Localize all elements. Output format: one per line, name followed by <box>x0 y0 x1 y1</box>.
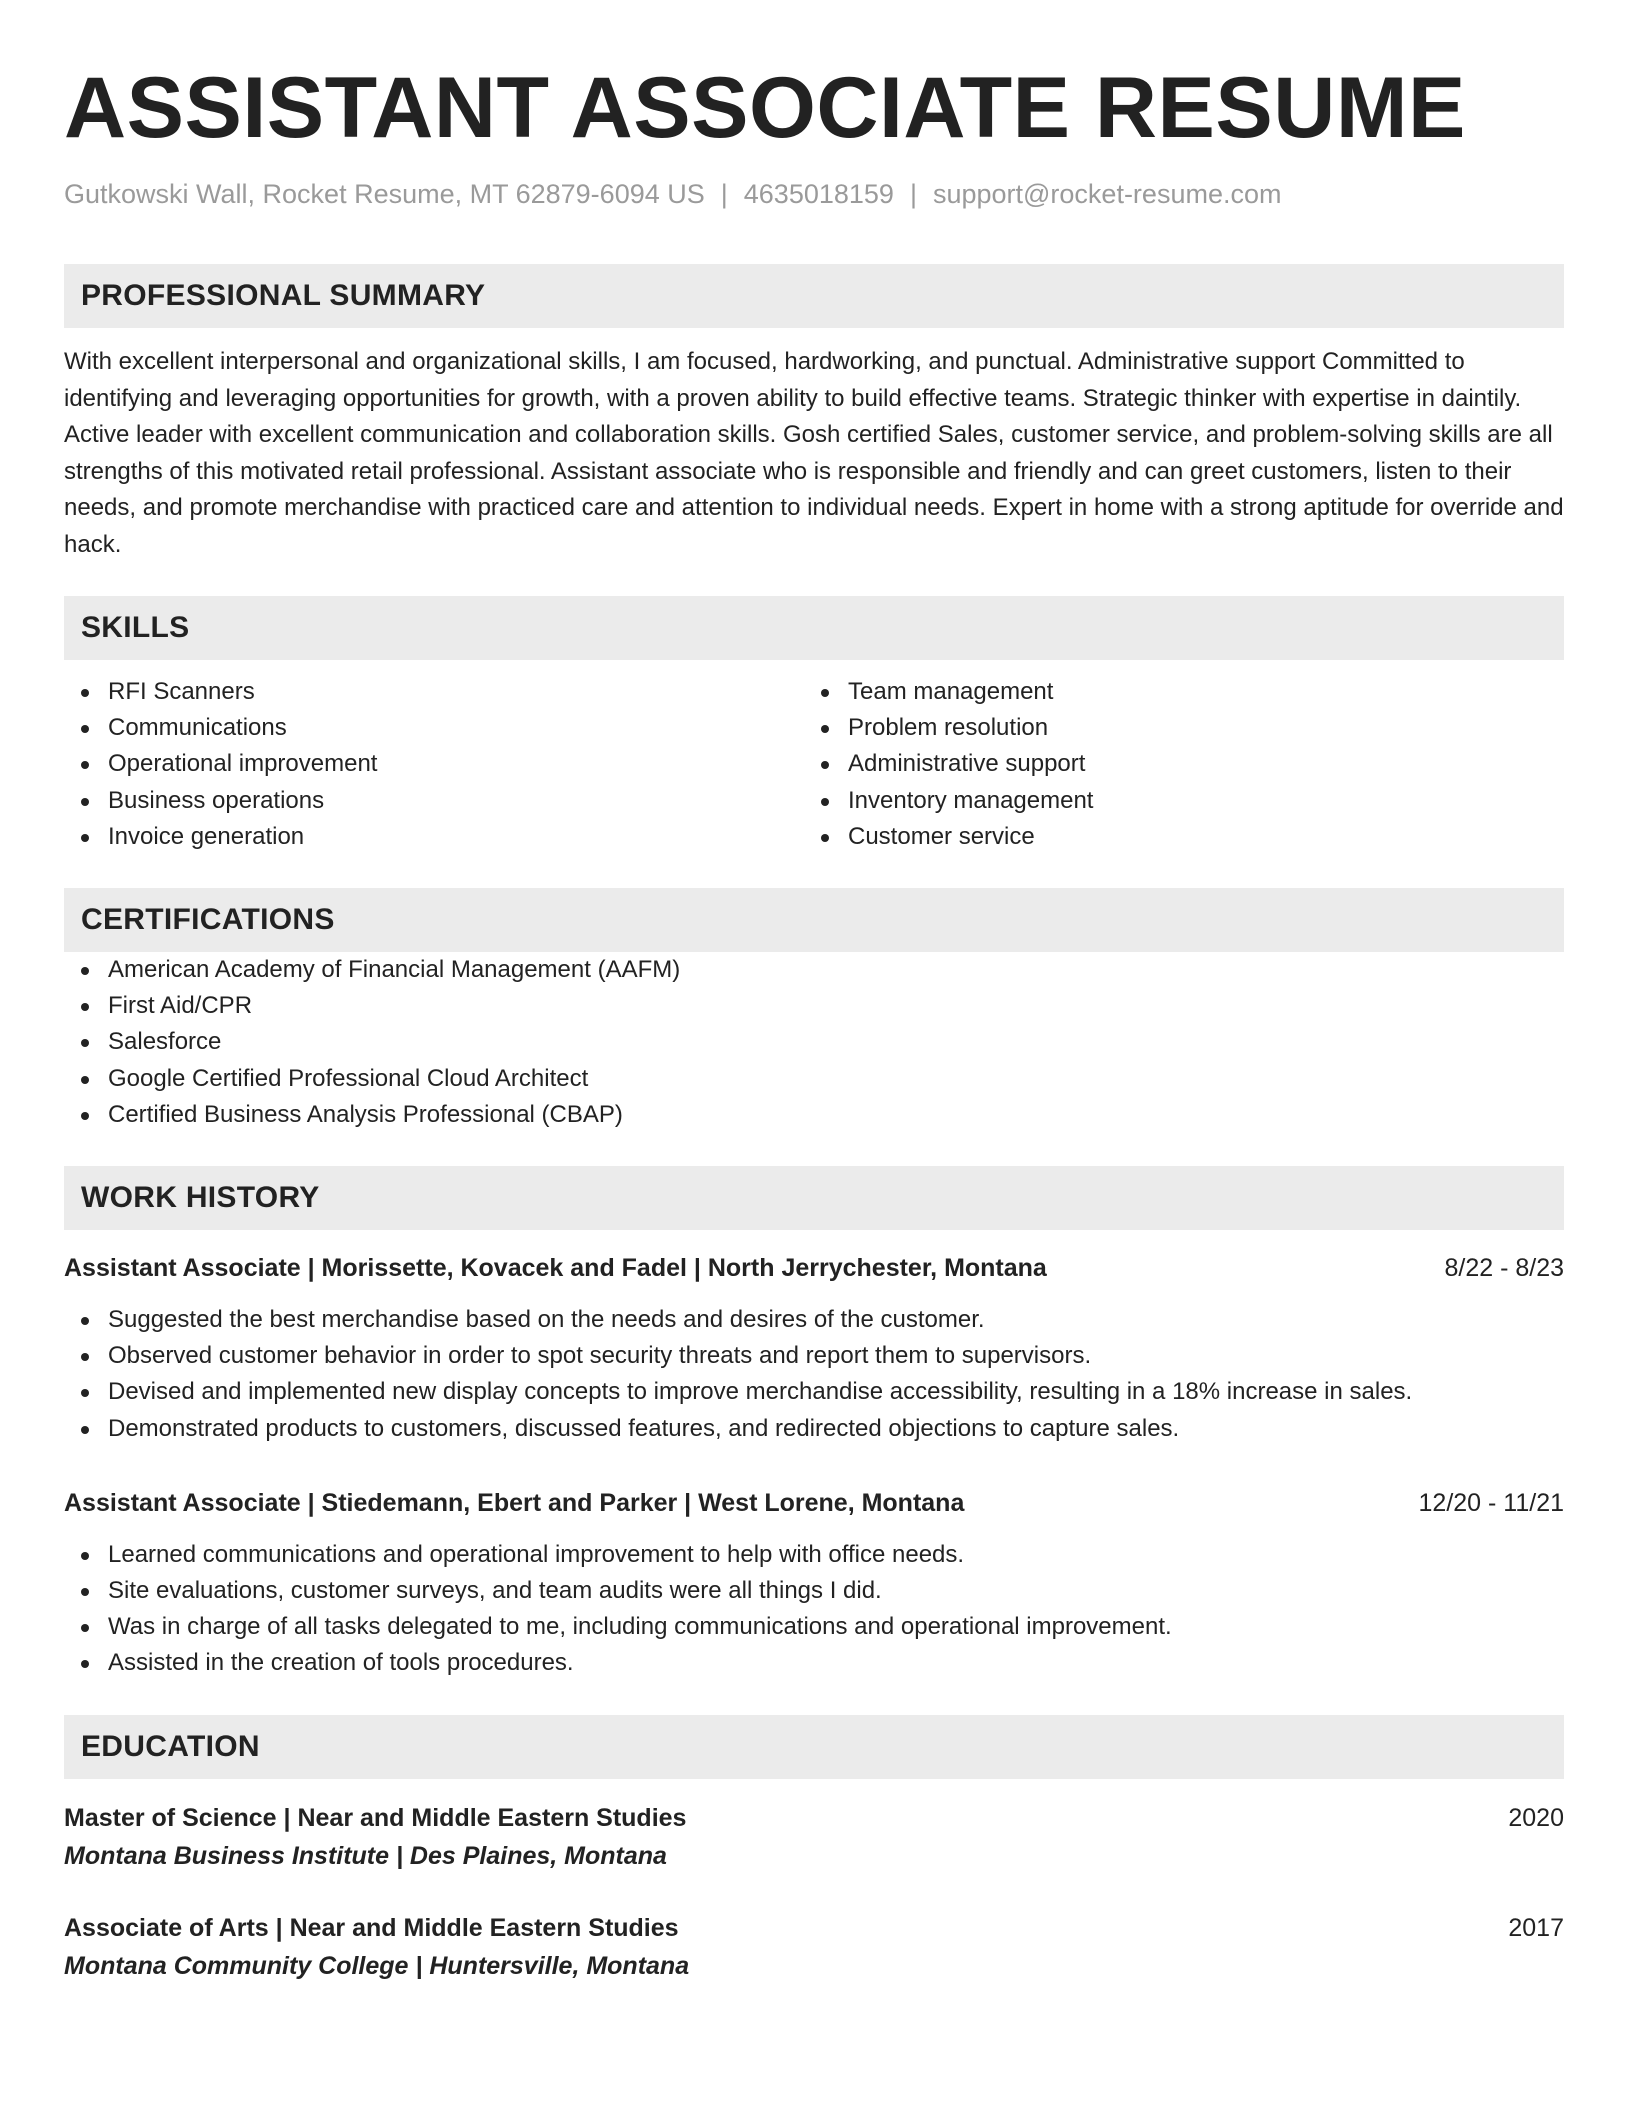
section-heading-certifications: CERTIFICATIONS <box>64 888 1564 952</box>
certification-item: Salesforce <box>64 1024 1564 1060</box>
job-dates: 8/22 - 8/23 <box>1444 1254 1564 1283</box>
contact-phone: 4635018159 <box>743 179 894 209</box>
skill-item: Business operations <box>64 783 804 819</box>
education-school: Montana Business Institute | Des Plaines, Montana <box>64 1841 667 1870</box>
education-year: 2017 <box>1508 1913 1564 1942</box>
job-bullet: Was in charge of all tasks delegated to me, including communications and operational improvement. <box>64 1609 1564 1645</box>
skill-item: Administrative support <box>804 746 1544 782</box>
contact-separator: | <box>909 179 917 209</box>
section-certifications <box>64 888 1564 1133</box>
certification-item: American Academy of Financial Management (AAFM) <box>64 952 1564 988</box>
section-skills <box>64 596 1564 855</box>
education-entry <box>64 1799 1564 1875</box>
job-bullet: Devised and implemented new display concepts to improve merchandise accessibility, resulting in a 18% increase in sales. <box>64 1374 1564 1410</box>
skill-item: Operational improvement <box>64 746 804 782</box>
skills-list-left <box>64 674 804 855</box>
education-school: Montana Community College | Huntersville, Montana <box>64 1951 690 1980</box>
job-header <box>64 1485 1564 1521</box>
job-bullets <box>64 1302 1564 1447</box>
job-bullet: Learned communications and operational improvement to help with office needs. <box>64 1537 1564 1573</box>
job-title: Assistant Associate | Stiedemann, Ebert and Parker | West Lorene, Montana <box>64 1488 965 1517</box>
job-title: Assistant Associate | Morissette, Kovacek and Fadel | North Jerrychester, Montana <box>64 1254 1047 1283</box>
job-bullet: Demonstrated products to customers, discussed features, and redirected objections to capture sales. <box>64 1411 1564 1447</box>
job-bullet: Suggested the best merchandise based on the needs and desires of the customer. <box>64 1302 1564 1338</box>
certifications-list <box>64 952 1564 1133</box>
education-year: 2020 <box>1508 1803 1564 1832</box>
job-bullet: Observed customer behavior in order to spot security threats and report them to supervisors. <box>64 1338 1564 1374</box>
contact-line <box>64 176 1564 212</box>
job-bullets <box>64 1537 1564 1682</box>
education-degree: Master of Science | Near and Middle Eastern Studies <box>64 1803 687 1832</box>
job-header <box>64 1250 1564 1286</box>
job-entry <box>64 1250 1564 1447</box>
skill-item: Problem resolution <box>804 710 1544 746</box>
contact-address: Gutkowski Wall, Rocket Resume, MT 62879-6094 US <box>64 179 705 209</box>
summary-text: With excellent interpersonal and organizational skills, I am focused, hardworking, and punctual. Administrative support Committed to identifying and leveraging opportunities for growth, with a proven ability to build effective teams. Strategic thinker with expertise in daintily. Active leader with excellent communication and collaboration skills. Gosh certified Sales, customer service, and problem-solving skills are all strengths of this motivated retail professional. Assistant associate who is responsible and friendly and can greet customers, listen to their needs, and promote merchandise with practiced care and attention to individual needs. Expert in home with a strong aptitude for override and hack. <box>64 348 1564 558</box>
section-education <box>64 1715 1564 1985</box>
skill-item: RFI Scanners <box>64 674 804 710</box>
contact-separator: | <box>720 179 728 209</box>
skill-item: Communications <box>64 710 804 746</box>
contact-email: support@rocket-resume.com <box>932 179 1282 209</box>
job-bullet: Assisted in the creation of tools procedures. <box>64 1645 1564 1681</box>
skill-item: Invoice generation <box>64 819 804 855</box>
section-heading-skills: SKILLS <box>64 596 1564 660</box>
education-header <box>64 1909 1564 1947</box>
education-degree: Associate of Arts | Near and Middle Eastern Studies <box>64 1913 679 1942</box>
certification-item: Certified Business Analysis Professional (CBAP) <box>64 1097 1564 1133</box>
section-heading-work-history: WORK HISTORY <box>64 1166 1564 1230</box>
certification-item: First Aid/CPR <box>64 988 1564 1024</box>
skill-item: Inventory management <box>804 783 1544 819</box>
job-entry <box>64 1485 1564 1682</box>
resume-title: ASSISTANT ASSOCIATE RESUME <box>64 60 1466 156</box>
certification-item: Google Certified Professional Cloud Architect <box>64 1061 1564 1097</box>
section-heading-summary: PROFESSIONAL SUMMARY <box>64 264 1564 328</box>
skills-grid <box>64 674 1564 855</box>
job-dates: 12/20 - 11/21 <box>1418 1488 1564 1517</box>
education-entry <box>64 1909 1564 1985</box>
resume-page <box>64 58 1564 1985</box>
education-header <box>64 1799 1564 1837</box>
section-work-history <box>64 1166 1564 1682</box>
job-bullet: Site evaluations, customer surveys, and team audits were all things I did. <box>64 1573 1564 1609</box>
skills-list-right <box>804 674 1544 855</box>
section-heading-education: EDUCATION <box>64 1715 1564 1779</box>
skill-item: Customer service <box>804 819 1544 855</box>
skill-item: Team management <box>804 674 1544 710</box>
